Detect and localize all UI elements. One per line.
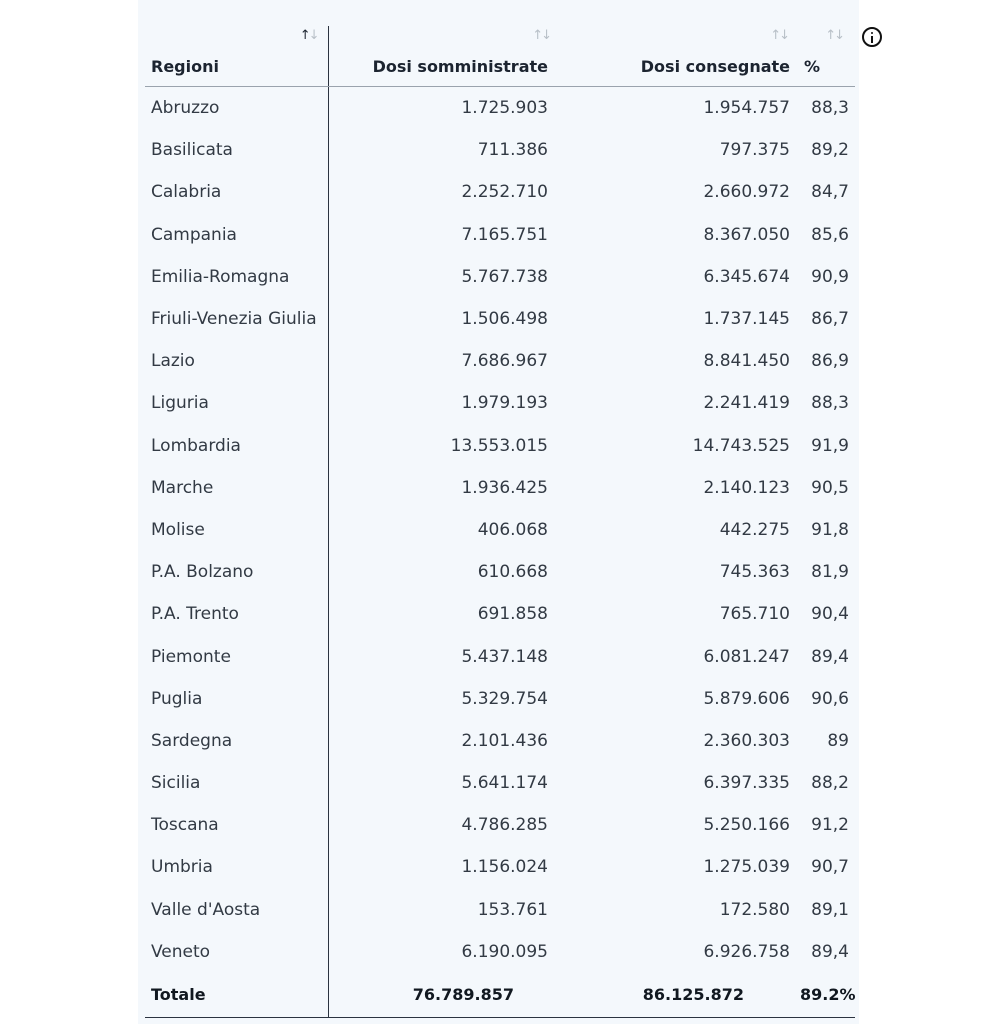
cell-regione: Friuli-Venezia Giulia <box>145 298 328 340</box>
cell-consegnate: 2.660.972 <box>703 182 790 203</box>
cell-somministrate: 406.068 <box>477 519 548 540</box>
cell-regione: Marche <box>145 467 328 509</box>
cell-percent: 90,6 <box>811 688 849 709</box>
cell-consegnate: 2.360.303 <box>703 730 790 751</box>
header-percent-label: % <box>804 57 821 76</box>
table-row <box>145 635 855 677</box>
header-consegnate-label: Dosi consegnate <box>640 57 790 76</box>
cell-regione: Lombardia <box>145 425 328 467</box>
sort-arrows-icon[interactable]: ↑↓ <box>825 28 843 43</box>
info-icon[interactable] <box>862 27 882 47</box>
table-row <box>145 889 855 931</box>
header-consegnate[interactable] <box>584 26 794 87</box>
table-row <box>145 467 855 509</box>
cell-percent: 90,4 <box>811 604 849 625</box>
cell-regione: Liguria <box>145 382 328 424</box>
table-row <box>145 551 855 593</box>
header-percent[interactable] <box>794 26 855 87</box>
cell-consegnate: 172.580 <box>719 899 790 920</box>
cell-somministrate: 5.329.754 <box>461 688 548 709</box>
header-regioni-label: Regioni <box>151 57 219 76</box>
table-row <box>145 298 855 340</box>
cell-percent: 91,2 <box>811 815 849 836</box>
cell-regione: Valle d'Aosta <box>145 889 328 931</box>
cell-somministrate: 2.252.710 <box>461 182 548 203</box>
cell-regione: Emilia-Romagna <box>145 256 328 298</box>
cell-somministrate: 5.437.148 <box>461 646 548 667</box>
cell-consegnate: 6.345.674 <box>703 266 790 287</box>
totals-consegnate: 86.125.872 <box>584 973 794 1018</box>
table-row <box>145 762 855 804</box>
cell-regione: Calabria <box>145 171 328 213</box>
cell-somministrate: 1.979.193 <box>461 393 548 414</box>
cell-percent: 86,7 <box>811 309 849 330</box>
cell-regione: P.A. Trento <box>145 593 328 635</box>
cell-regione: Veneto <box>145 931 328 973</box>
cell-percent: 89 <box>827 730 849 751</box>
cell-consegnate: 1.954.757 <box>703 98 790 119</box>
cell-consegnate: 1.737.145 <box>703 309 790 330</box>
cell-somministrate: 5.767.738 <box>461 266 548 287</box>
vaccination-table <box>145 26 855 1018</box>
cell-percent: 91,8 <box>811 519 849 540</box>
totals-percent: 89.2% <box>794 973 855 1018</box>
table-row <box>145 804 855 846</box>
cell-percent: 90,7 <box>811 857 849 878</box>
cell-percent: 88,3 <box>811 393 849 414</box>
totals-somministrate: 76.789.857 <box>328 973 584 1018</box>
cell-consegnate: 1.275.039 <box>703 857 790 878</box>
cell-consegnate: 5.879.606 <box>703 688 790 709</box>
cell-regione: Sicilia <box>145 762 328 804</box>
table-row <box>145 214 855 256</box>
sort-arrows-icon[interactable]: ↑↓ <box>299 28 318 43</box>
cell-regione: Basilicata <box>145 129 328 171</box>
header-regioni[interactable] <box>145 26 328 87</box>
cell-somministrate: 711.386 <box>477 140 548 161</box>
cell-regione: Piemonte <box>145 635 328 677</box>
cell-somministrate: 7.165.751 <box>461 224 548 245</box>
cell-percent: 88,2 <box>811 773 849 794</box>
header-row <box>145 26 855 87</box>
cell-regione: P.A. Bolzano <box>145 551 328 593</box>
table-row <box>145 931 855 973</box>
cell-percent: 90,9 <box>811 266 849 287</box>
table-row <box>145 509 855 551</box>
cell-regione: Sardegna <box>145 720 328 762</box>
cell-percent: 90,5 <box>811 477 849 498</box>
cell-consegnate: 8.367.050 <box>703 224 790 245</box>
cell-percent: 86,9 <box>811 351 849 372</box>
cell-consegnate: 442.275 <box>719 519 790 540</box>
cell-somministrate: 610.668 <box>477 562 548 583</box>
cell-percent: 85,6 <box>811 224 849 245</box>
table-row <box>145 171 855 213</box>
cell-percent: 84,7 <box>811 182 849 203</box>
cell-percent: 89,4 <box>811 646 849 667</box>
cell-regione: Abruzzo <box>145 87 328 130</box>
cell-consegnate: 6.926.758 <box>703 941 790 962</box>
table-row <box>145 87 855 130</box>
table-row <box>145 425 855 467</box>
cell-somministrate: 1.725.903 <box>461 98 548 119</box>
cell-consegnate: 6.397.335 <box>703 773 790 794</box>
cell-regione: Puglia <box>145 678 328 720</box>
cell-consegnate: 6.081.247 <box>703 646 790 667</box>
cell-somministrate: 5.641.174 <box>461 773 548 794</box>
header-somministrate[interactable] <box>328 26 584 87</box>
cell-somministrate: 691.858 <box>477 604 548 625</box>
cell-somministrate: 1.936.425 <box>461 477 548 498</box>
cell-regione: Toscana <box>145 804 328 846</box>
cell-somministrate: 2.101.436 <box>461 730 548 751</box>
cell-somministrate: 1.506.498 <box>461 309 548 330</box>
table-row <box>145 593 855 635</box>
table-row <box>145 678 855 720</box>
table-row <box>145 720 855 762</box>
cell-percent: 89,4 <box>811 941 849 962</box>
cell-regione: Umbria <box>145 846 328 888</box>
header-somministrate-label: Dosi somministrate <box>372 57 548 76</box>
table-body <box>145 87 855 973</box>
cell-consegnate: 5.250.166 <box>703 815 790 836</box>
cell-consegnate: 745.363 <box>719 562 790 583</box>
cell-regione: Campania <box>145 214 328 256</box>
cell-somministrate: 13.553.015 <box>450 435 548 456</box>
cell-somministrate: 7.686.967 <box>461 351 548 372</box>
cell-consegnate: 2.140.123 <box>703 477 790 498</box>
cell-consegnate: 765.710 <box>719 604 790 625</box>
cell-regione: Lazio <box>145 340 328 382</box>
totals-label: Totale <box>145 973 328 1018</box>
cell-regione: Molise <box>145 509 328 551</box>
totals-row <box>145 973 855 1018</box>
table-row <box>145 129 855 171</box>
cell-consegnate: 14.743.525 <box>692 435 790 456</box>
cell-somministrate: 1.156.024 <box>461 857 548 878</box>
table-row <box>145 256 855 298</box>
cell-consegnate: 8.841.450 <box>703 351 790 372</box>
cell-somministrate: 153.761 <box>477 899 548 920</box>
cell-somministrate: 6.190.095 <box>461 941 548 962</box>
cell-percent: 89,2 <box>811 140 849 161</box>
cell-somministrate: 4.786.285 <box>461 815 548 836</box>
cell-percent: 89,1 <box>811 899 849 920</box>
cell-consegnate: 797.375 <box>719 140 790 161</box>
table-row <box>145 340 855 382</box>
table-row <box>145 846 855 888</box>
cell-percent: 88,3 <box>811 98 849 119</box>
cell-consegnate: 2.241.419 <box>703 393 790 414</box>
table-row <box>145 382 855 424</box>
cell-percent: 91,9 <box>811 435 849 456</box>
sort-arrows-icon[interactable]: ↑↓ <box>770 28 788 43</box>
sort-arrows-icon[interactable]: ↑↓ <box>532 28 550 43</box>
cell-percent: 81,9 <box>811 562 849 583</box>
